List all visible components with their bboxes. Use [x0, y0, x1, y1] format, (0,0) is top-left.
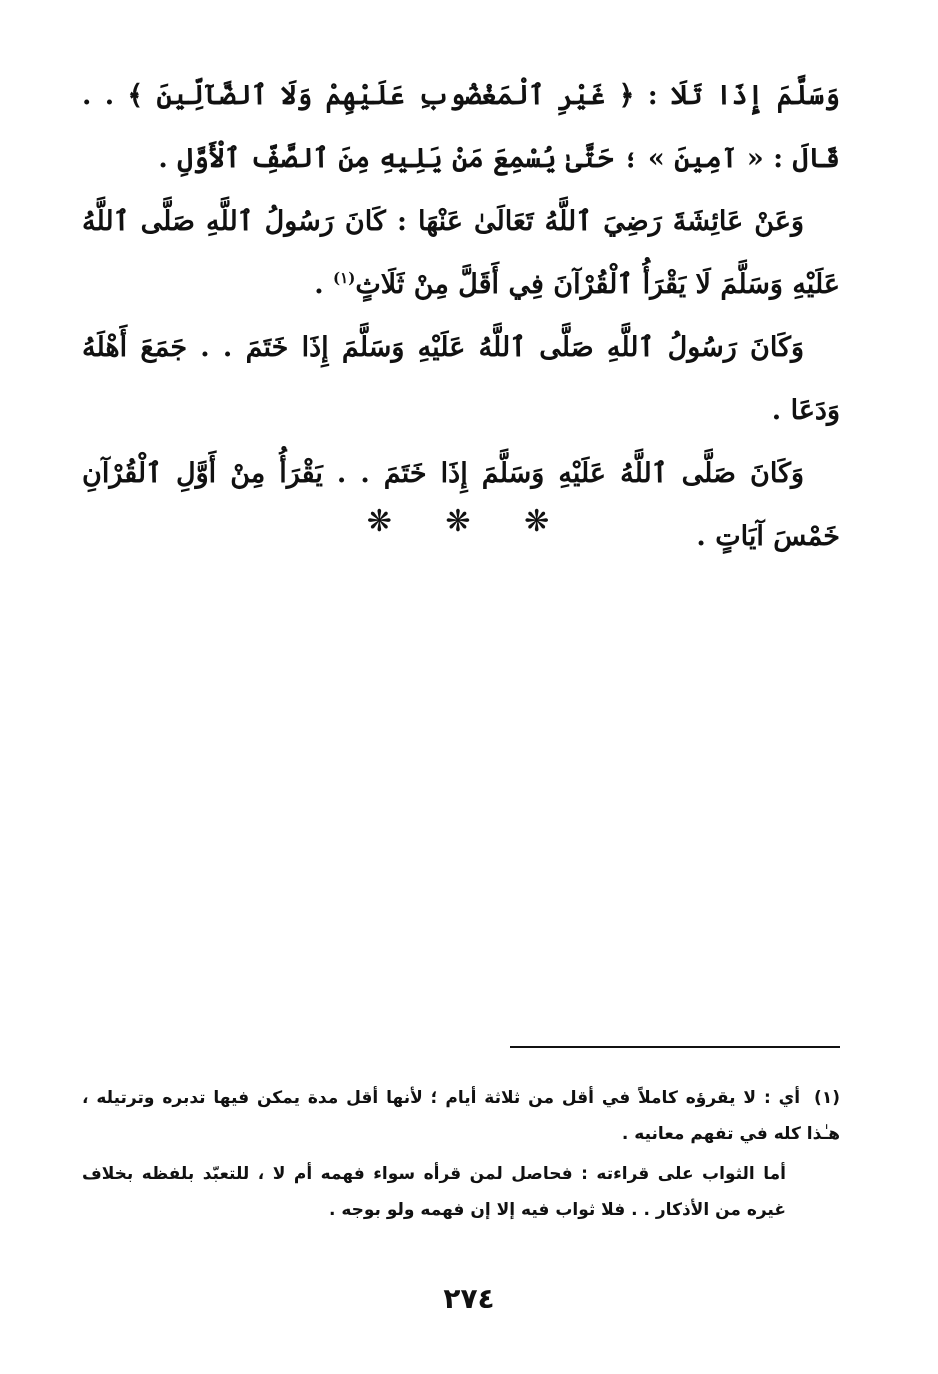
- paragraph-3: وَكَانَ رَسُولُ ٱللَّهِ صَلَّى ٱللَّهُ عَلَيْهِ وَسَلَّمَ إِذَا خَتَمَ . . جَمَعَ أَهْلَهُ وَدَعَا .: [82, 332, 840, 426]
- footnote-1: [82, 1080, 840, 1152]
- footnotes: [82, 1080, 840, 1232]
- footnote-number: (١): [814, 1088, 840, 1108]
- footnote-1-text: أي : لا يقرؤه كاملاً في أقل من ثلاثة أيام ؛ لأنها أقل مدة يمكن فيها تدبره وترتيله ، هـٰذا كله في تفهم معانيه .: [82, 1088, 840, 1144]
- page-number: ٢٧٤: [443, 1282, 495, 1315]
- paragraph-2: [82, 190, 840, 316]
- paragraph-4: وَكَانَ صَلَّى ٱللَّهُ عَلَيْهِ وَسَلَّمَ إِذَا خَتَمَ . . يَقْرَأُ مِنْ أَوَّلِ ٱلْقُرْآنِ خَمْسَ آيَاتٍ .: [82, 458, 840, 552]
- footnote-divider: [510, 1046, 840, 1048]
- footnote-1-continuation: أما الثواب على قراءته : فحاصل لمن قرأه سواء فهمه أم لا ، للتعبّد بلفظه بخلاف غيره من الأذكار . . فلا ثواب فيه إلا إن فهمه ولو بوجه .: [82, 1164, 786, 1220]
- section-separator: ❋ ❋ ❋: [366, 504, 572, 539]
- main-text: [82, 64, 840, 568]
- paragraph-2-text: وَعَنْ عَائِشَةَ رَضِيَ ٱللَّهُ تَعَالَىٰ عَنْهَا : كَانَ رَسُولُ ٱللَّهِ صَلَّى ٱللَّهُ عَلَيْهِ وَسَلَّمَ لَا يَقْرَأُ ٱلْقُرْآنَ فِي أَقَلَّ مِنْ ثَلَاثٍ: [82, 206, 840, 300]
- paragraph-2-end: .: [314, 269, 334, 300]
- paragraph-1: وَسَلَّمَ إِذَا تَلَا : ﴿ غَيْرِ ٱلْمَغْضُوبِ عَلَيْهِمْ وَلَا ٱلضَّآلِّينَ ﴾ . . قَالَ : « آمِينَ » ؛ حَتَّىٰ يُسْمِعَ مَنْ يَلِيهِ مِنَ ٱلصَّفِّ ٱلْأَوَّلِ .: [82, 80, 840, 174]
- footnote-marker[interactable]: (١): [333, 269, 356, 287]
